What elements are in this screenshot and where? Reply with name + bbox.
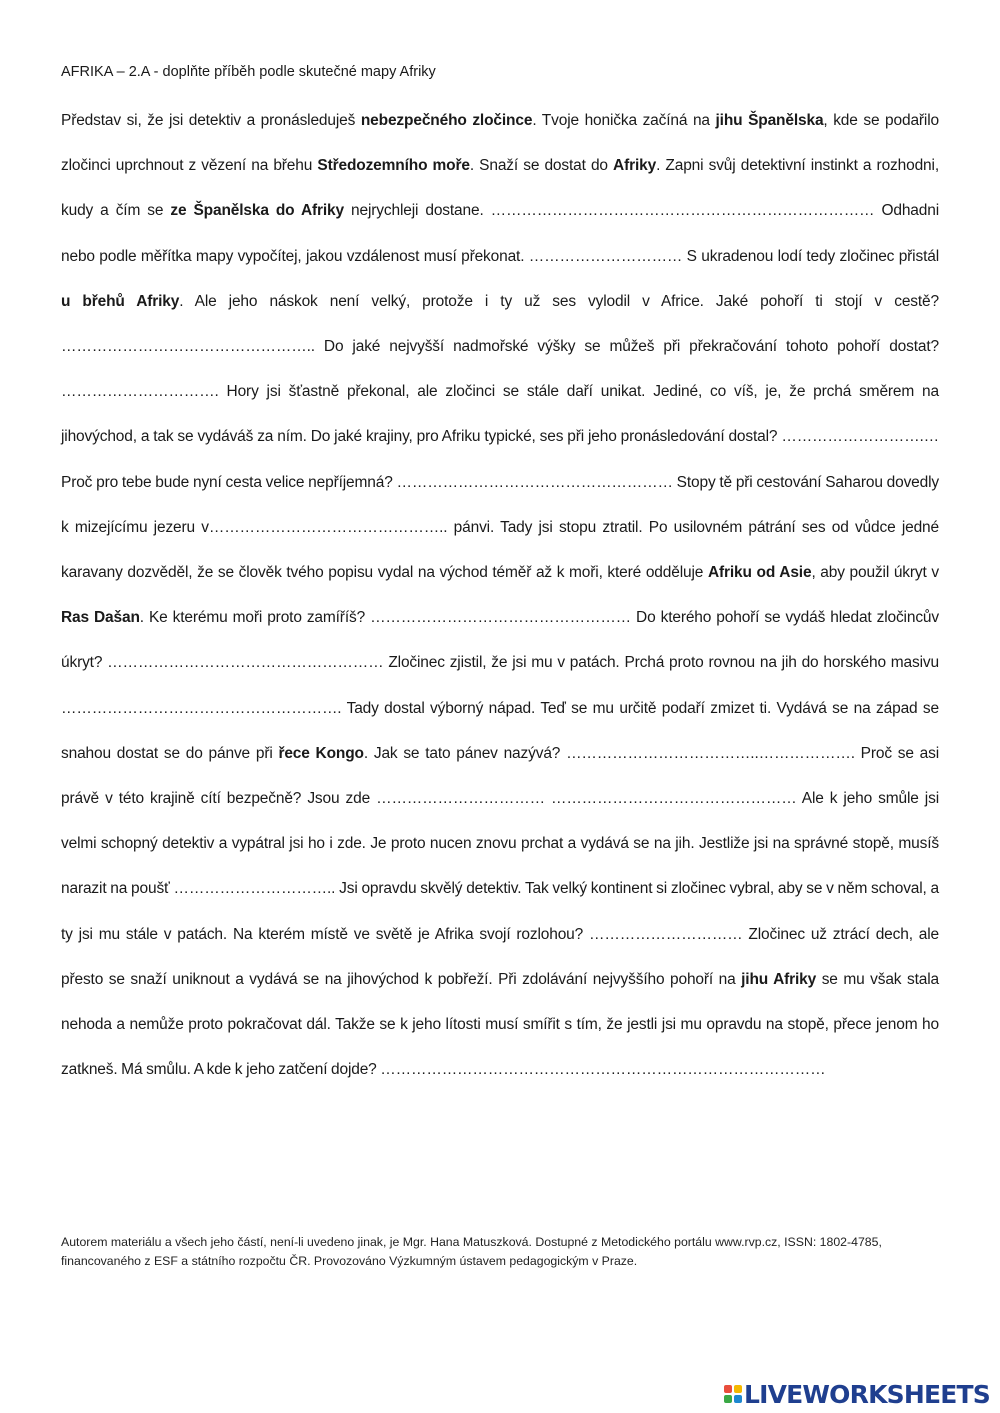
story-segment: . Ke kterému moři proto zamíříš? …………………………………………… Do kterého pohoří se vydáš hledat zločincův úkryt? ……………………………………………… Zločinec zjistil, že jsi mu v patách. Prchá proto rovnou na jih do horského masivu ………………………………………………. Tady dostal výborný nápad. Teď se mu určitě podaří zmizet ti. Vydává se na západ se snahou dostat se do pánve při: [61, 609, 939, 762]
logo-grid-icon: [724, 1385, 742, 1403]
story-segment: . Zapni svůj detektivní instinkt a rozhodni, kudy a čím se: [61, 157, 939, 220]
story-text: [61, 98, 939, 1092]
logo-square: [734, 1385, 742, 1393]
story-segment: , kde se podařilo zločinci uprchnout z vězení na břehu: [61, 112, 939, 175]
story-segment: . Snaží se dostat do: [469, 157, 614, 175]
story-bold-phrase: Ras Dašan: [61, 609, 140, 627]
story-bold-phrase: ze Španělska do Afriky: [170, 202, 344, 220]
story-bold-phrase: u břehů Afriky: [61, 292, 180, 310]
logo-text: LIVEWORKSHEETS: [743, 1379, 990, 1409]
story-bold-phrase: Středozemního moře: [317, 157, 470, 175]
logo-square: [734, 1395, 742, 1403]
logo-square: [724, 1395, 732, 1403]
footer-attribution: Autorem materiálu a všech jeho částí, není-li uvedeno jinak, je Mgr. Hana Matuszková. Dostupné z Metodického portálu www.rvp.cz, ISSN: 1802-4785, financovaného z ESF a státního rozpočtu ČR. Provozováno Výzkumným ústavem pedagogickým v Praze.: [61, 1235, 882, 1268]
story-bold-phrase: Afriku od Asie: [707, 564, 812, 582]
story-bold-phrase: řece Kongo: [278, 744, 364, 762]
liveworksheets-logo: [724, 1380, 990, 1408]
story-bold-phrase: jihu Španělska: [715, 112, 824, 129]
story-segment: , aby použil úkryt v: [811, 564, 939, 582]
story-segment: . Ale jeho náskok není velký, protože i ty už ses vylodil v Africe. Jaké pohoří ti stojí v cestě? ………………………………………….. Do jaké nejvyšší nadmořské výšky se můžeš při překračování tohoto pohoří dostat? …………………………. Hory jsi šťastně překonal, ale zločinci se stále daří unikat. Jediné, co víš, je, že prchá směrem na jihovýchod, a tak se vydáváš za ním. Do jaké krajiny, pro Afriku typické, ses při jeho pronásledování dostal? ……………………….… Proč pro tebe bude nyní cesta velice nepříjemná? ……………………………………………… Stopy tě při cestování Saharou dovedly k mizejícímu jezeru v……………………………………….. pánvi. Tady jsi stopu ztratil. Po usilovném pátrání ses od vůdce jedné karavany dozvěděl, že se člověk tvého popisu vydal na východ téměř až k moři, které odděluje: [61, 292, 939, 582]
story-bold-phrase: nebezpečného zločince: [360, 112, 533, 129]
story-bold-phrase: jihu Afriky: [741, 970, 817, 988]
story-segment: Představ si, že jsi detektiv a pronásleduješ: [61, 112, 361, 129]
story-segment: . Jak se tato pánev nazývá? ………………………………..………………. Proč se asi právě v této krajině cítí bezpečně? Jsou zde …………………………… ………………………………………… Ale k jeho smůle jsi velmi schopný detektiv a vypátral jsi ho i zde. Je proto nucen znovu prchat a vydává se na jih. Jestliže jsi na správné stopě, musíš narazit na poušť ………………………….. Jsi opravdu skvělý detektiv. Tak velký kontinent si zločinec vybral, aby se v něm schoval, a ty jsi mu stále v patách. Na kterém místě ve světě je Afrika svojí rozlohou? ………………………… Zločinec už ztrácí dech, ale přesto se snaží uniknout a vydává se na jihovýchod k pobřeží. Při zdolávání nejvyššího pohoří na: [61, 744, 940, 988]
worksheet-title: AFRIKA – 2.A - doplňte příběh podle skutečné mapy Afriky: [61, 64, 436, 80]
story-bold-phrase: Afriky: [613, 157, 657, 175]
logo-square: [724, 1385, 732, 1393]
story-segment: nejrychleji dostane. ………………………………………………………………… Odhadni nebo podle měřítka mapy vypočítej, jakou vzdálenost musí překonat. ………………………… S ukradenou lodí tedy zločinec přistál: [61, 202, 939, 265]
story-segment: se mu však stala nehoda a nemůže proto pokračovat dál. Takže se k jeho lítosti musí smířit s tím, že jestli jsi mu opravdu na stopě, přece jenom ho zatkneš. Má smůlu. A kde k jeho zatčení dojde? ……………………………………………………………………………: [61, 970, 939, 1079]
story-segment: . Tvoje honička začíná na: [532, 112, 716, 129]
